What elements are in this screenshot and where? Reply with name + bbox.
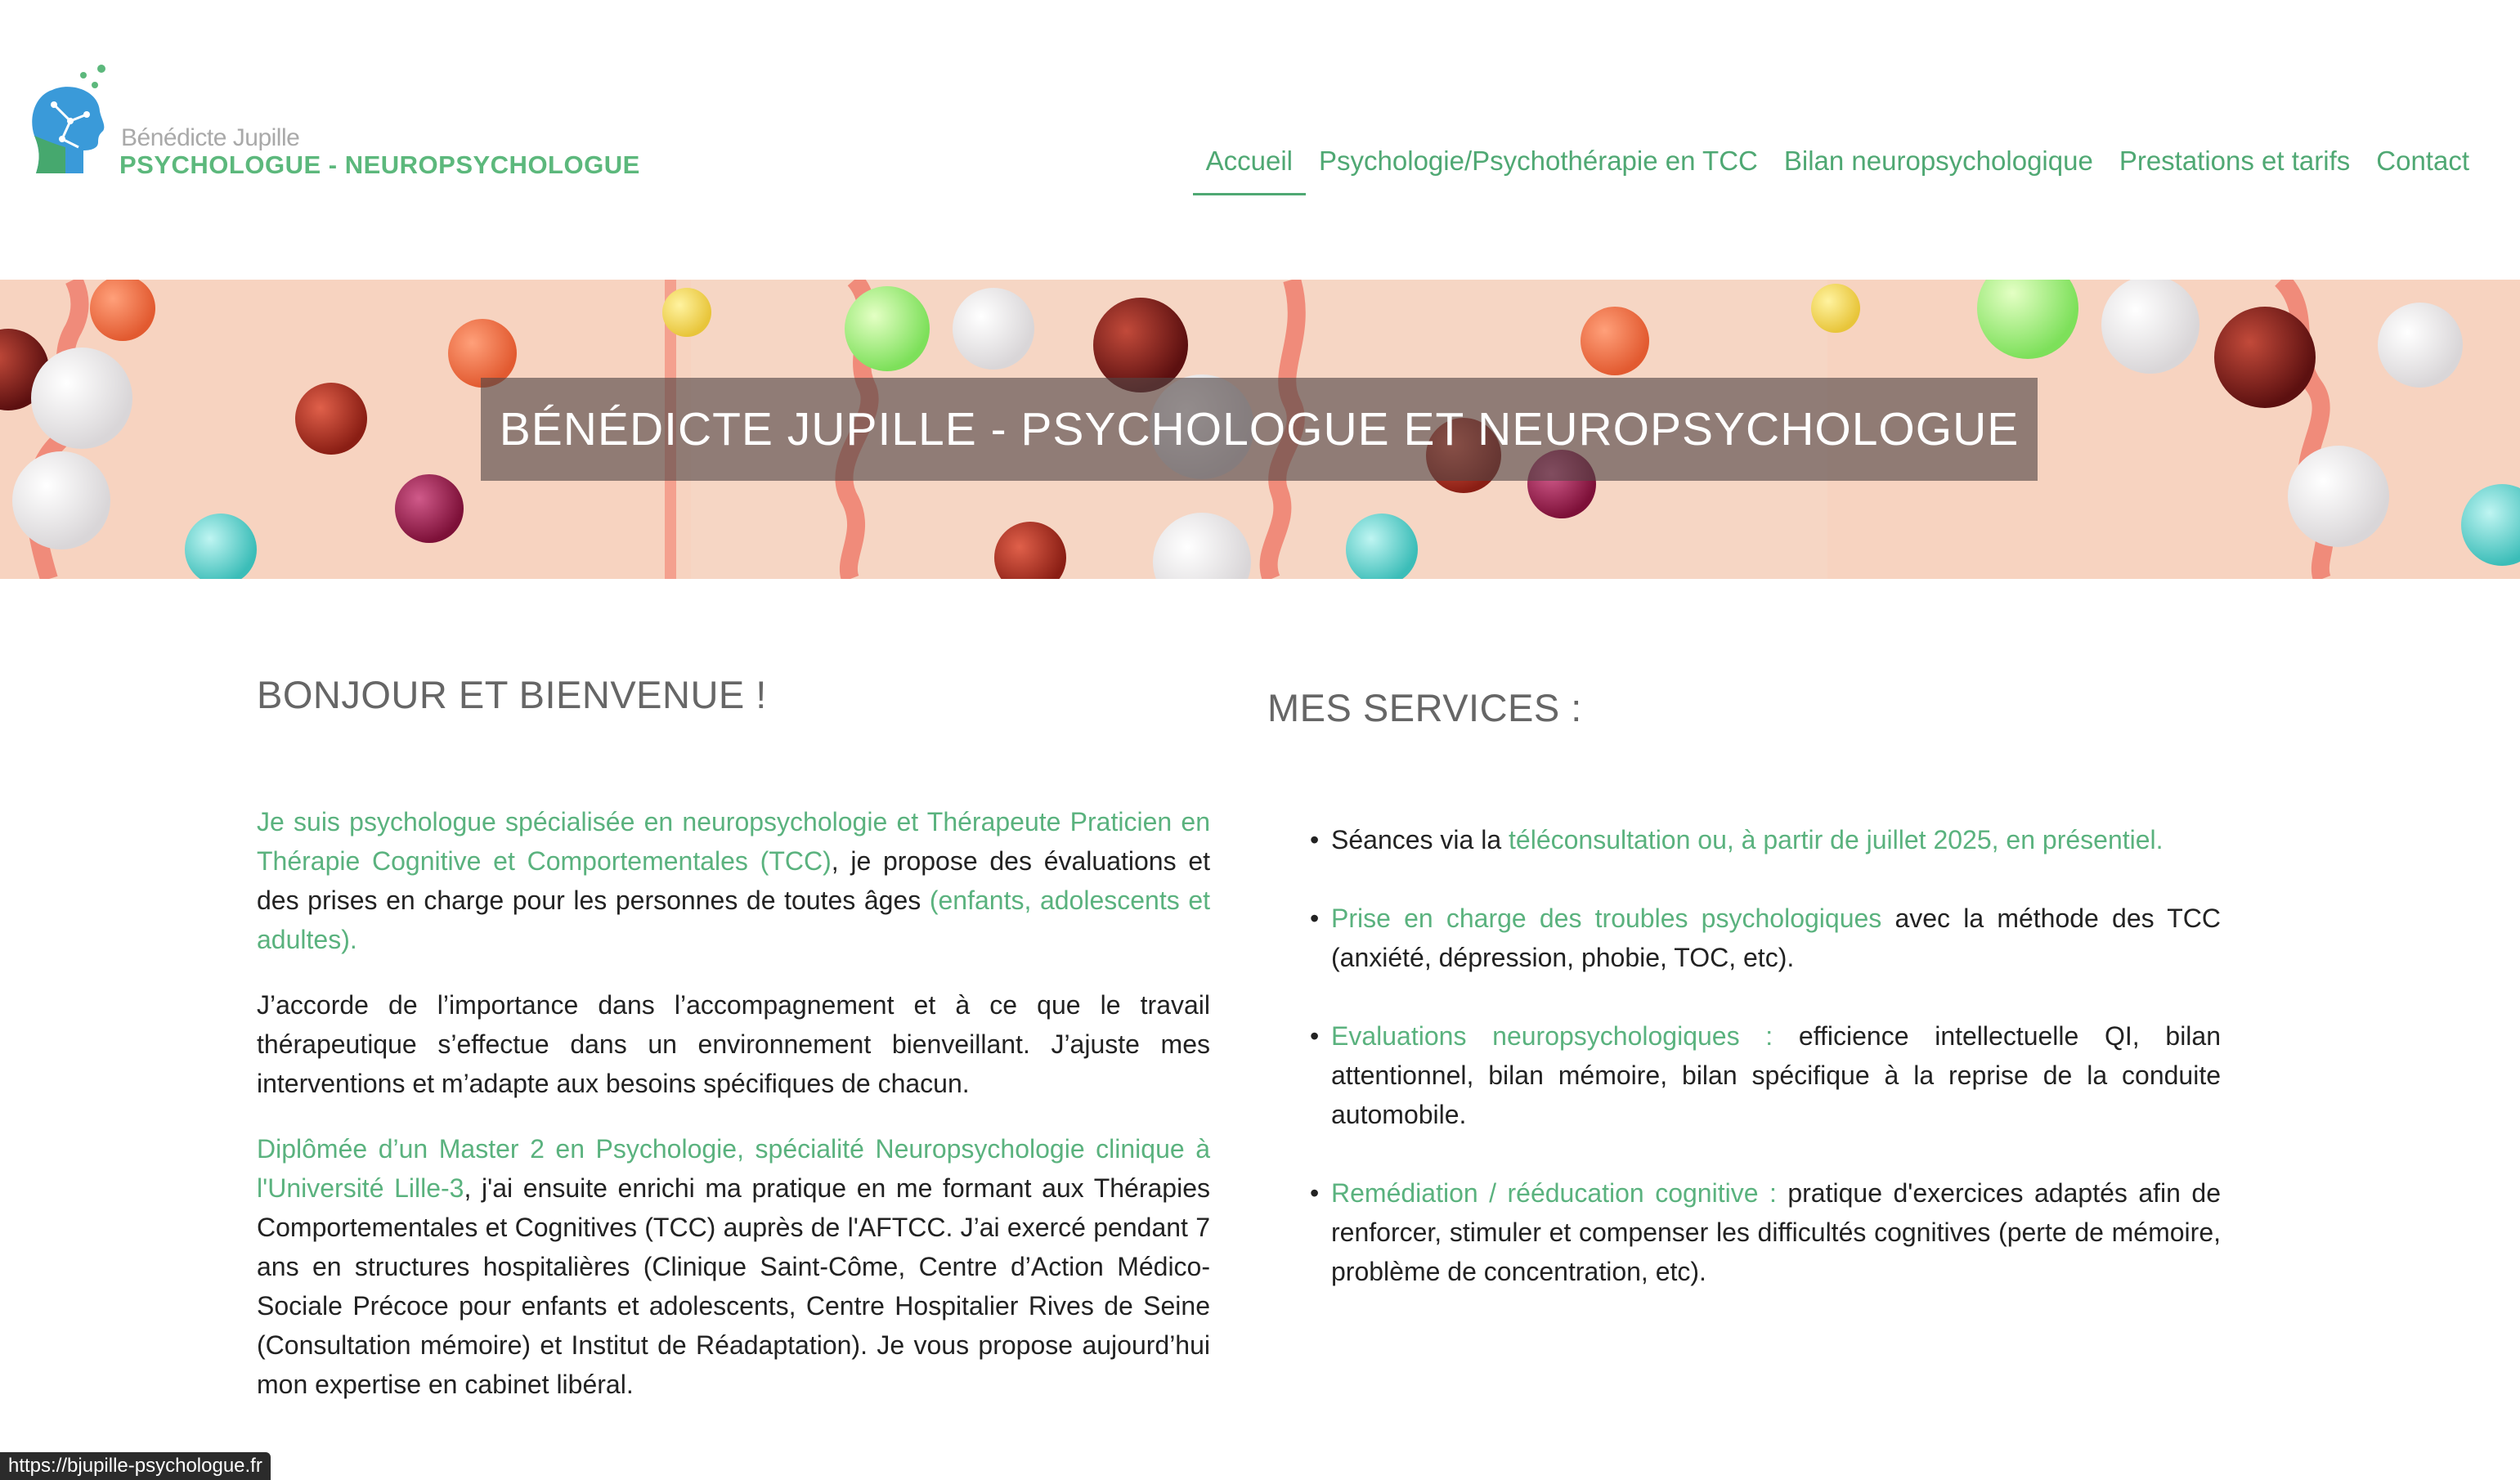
nav-item-psychologie-tcc[interactable]: Psychologie/Psychothérapie en TCC xyxy=(1319,146,1758,176)
intro-paragraph xyxy=(257,802,1210,959)
intro-text: , je propose des évaluations et des prises en charge pour les personnes de toutes âges xyxy=(257,846,1211,915)
service-text: avec la méthode des TCC (anxiété, dépression, phobie, TOC, etc). xyxy=(1331,904,2222,972)
welcome-section xyxy=(257,672,1210,1430)
services-section xyxy=(1267,685,2221,1330)
nav-item-contact[interactable]: Contact xyxy=(2376,146,2469,176)
service-highlight: Remédiation / rééducation cognitive : xyxy=(1331,1178,1777,1208)
nav-item-bilan-neuropsychologique[interactable]: Bilan neuropsychologique xyxy=(1783,146,2093,176)
hero-banner xyxy=(0,280,2520,579)
site-logo[interactable] xyxy=(29,57,651,188)
welcome-heading: BONJOUR ET BIENVENUE ! xyxy=(257,673,767,716)
services-heading: MES SERVICES : xyxy=(1267,686,1582,729)
logo-name: Bénédicte Jupille xyxy=(121,124,300,151)
service-highlight: téléconsultation ou, à partir de juillet 2025, en présentiel. xyxy=(1509,825,2164,854)
service-text: Séances via la xyxy=(1331,825,1509,854)
banner-title-box xyxy=(481,378,2038,481)
service-text: efficience intellectuelle QI, bilan attentionnel, bilan mémoire, bilan spécifique à la reprise de la conduite automobile. xyxy=(1331,1021,2222,1129)
services-list xyxy=(1267,820,2221,1291)
logo-title: PSYCHOLOGUE - NEUROPSYCHOLOGUE xyxy=(119,150,640,179)
background-paragraph xyxy=(257,1129,1210,1404)
intro-age-highlight: (enfants, adolescents et adultes). xyxy=(257,886,1211,954)
site-header xyxy=(0,0,2520,280)
service-item-evaluations xyxy=(1267,1016,2221,1134)
diploma-highlight: Diplômée d’un Master 2 en Psychologie, spécialité Neuropsychologie clinique à l'Université Lille-3 xyxy=(257,1134,1210,1203)
approach-paragraph: J’accorde de l’importance dans l’accompagnement et à ce que le travail thérapeutique s’effectue dans un environnement bienveillant. J’ajuste mes interventions et m’adapte aux besoins spécifiques de chacun. xyxy=(257,990,1210,1098)
bullet-icon: • xyxy=(1310,904,1320,933)
banner-title: BÉNÉDICTE JUPILLE - PSYCHOLOGUE ET NEUROPSYCHOLOGUE xyxy=(499,403,2020,455)
main-nav xyxy=(1193,146,2482,195)
nav-item-accueil[interactable]: Accueil xyxy=(1193,146,1306,195)
service-item-remediation xyxy=(1267,1173,2221,1291)
service-item-teleconsultation xyxy=(1267,820,2221,859)
service-text: pratique d'exercices adaptés afin de renforcer, stimuler et compenser les difficultés cognitives (perte de mémoire, problème de concentration, etc). xyxy=(1331,1178,2222,1286)
head-profile-logo-icon xyxy=(29,57,131,180)
service-highlight: Evaluations neuropsychologiques : xyxy=(1331,1021,1773,1051)
background-text: , j'ai ensuite enrichi ma pratique en me formant aux Thérapies Comportementales et Cognitives (TCC) auprès de l'AFTCC. J’ai exercé pendant 7 ans en structures hospitalières (Clinique Saint-Côme, Centre d’Action Médico-Sociale Précoce pour enfants et adolescents, Centre Hospitalier Rives de Seine (Consultation mémoire) et Institut de Réadaptation). Je vous propose aujourd’hui mon expertise en cabinet libéral. xyxy=(257,1173,1211,1399)
service-highlight: Prise en charge des troubles psychologiques xyxy=(1331,904,1882,933)
bullet-icon: • xyxy=(1310,1021,1320,1051)
bullet-icon: • xyxy=(1310,1178,1320,1208)
nav-item-prestations-tarifs[interactable]: Prestations et tarifs xyxy=(2119,146,2351,176)
bullet-icon: • xyxy=(1310,825,1320,854)
service-item-troubles-psychologiques xyxy=(1267,899,2221,977)
intro-highlight: Je suis psychologue spécialisée en neuropsychologie et Thérapeute Praticien en Thérapie Cognitive et Comportementales (TCC) xyxy=(257,807,1210,876)
link-preview-statusbar: https://bjupille-psychologue.fr xyxy=(0,1452,271,1480)
